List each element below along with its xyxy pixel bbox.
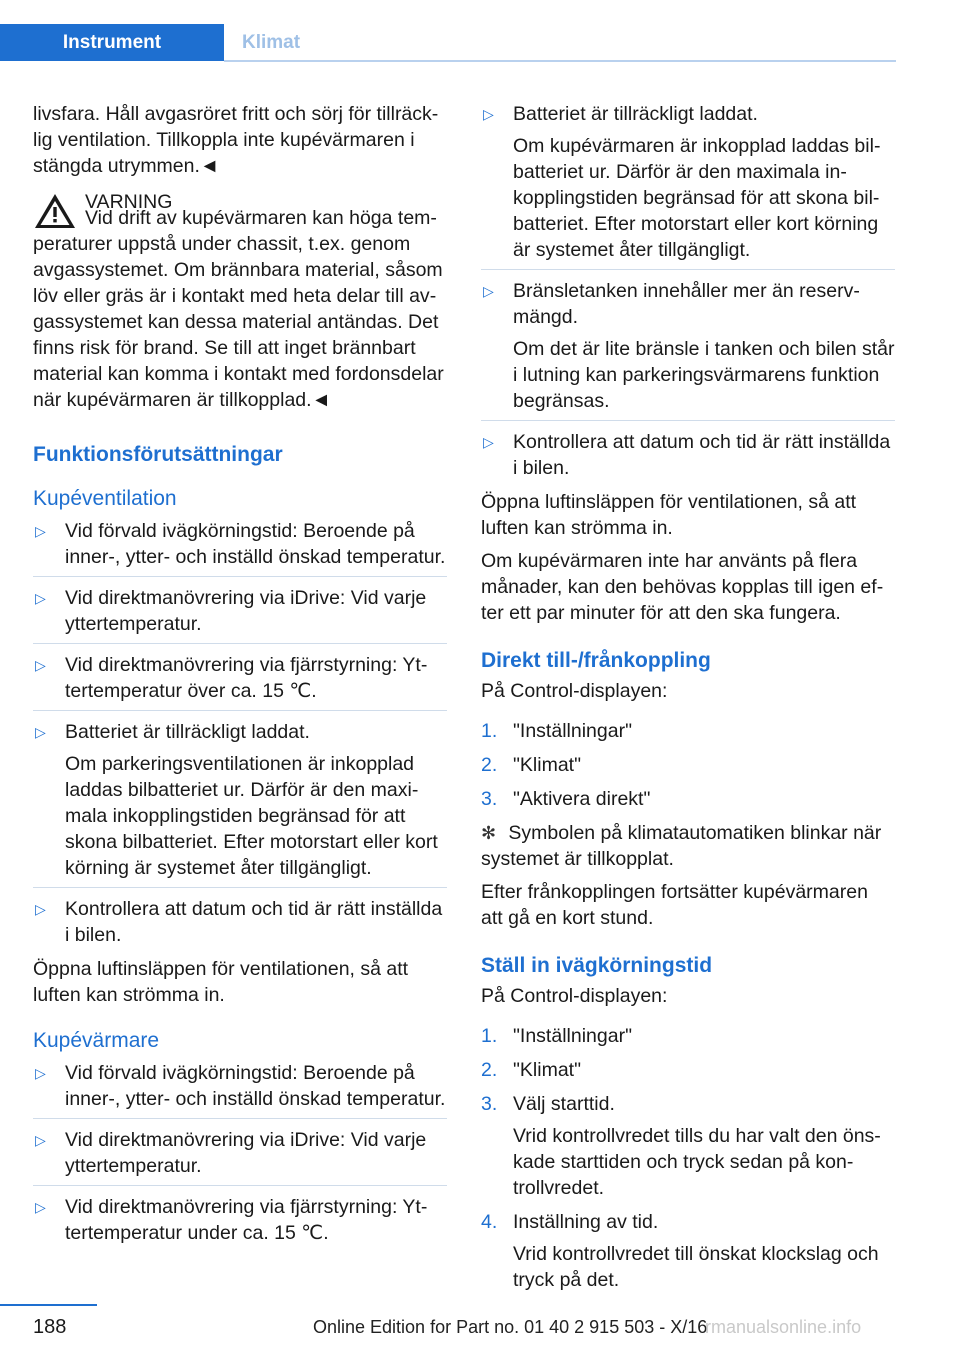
triangle-right-icon: ▷ <box>35 1065 46 1081</box>
heading-direkt: Direkt till-/frånkoppling <box>481 649 711 672</box>
heading-kupeventilation: Kupéventilation <box>33 487 177 510</box>
header-rule <box>224 60 896 62</box>
direkt-intro: På Control-displayen: <box>481 680 668 702</box>
list-item: ▷ Batteriet är tillräckligt laddat. Om kupévärmaren är inkopplad laddas bilbatteriet ur. Därför är den maximala inkopplingstiden begränsad för att skona bilbatteriet. Efter motorstart eller kort körning är systemet åter tillgängligt. <box>481 101 895 270</box>
right-column <box>481 101 895 1301</box>
step-item: 2. "Klimat" <box>481 754 582 776</box>
warning-text: Vid drift av kupévärmaren kan höga temperaturer uppstå under chassit, t.ex. genom avgassystemet. Om brännbara material, såsom löv eller gräs är i kontakt med heta delar till avgassystemet kan dessa material antändas. Det finns risk för brand. Se till att inget brännbart material kan komma i kontakt med fordonsdelar när kupévärmaren är tillkopplad.◄ <box>33 207 444 411</box>
triangle-right-icon: ▷ <box>35 901 46 917</box>
step-item: 1. "Inställningar" <box>481 1025 632 1047</box>
triangle-right-icon: ▷ <box>483 283 494 299</box>
list-item: ▷ Bränsletanken innehåller mer än reservmängd. Om det är lite bränsle i tanken och bilen står i lutning kan parkeringsvärmarens funktion begränsas. <box>481 278 895 421</box>
triangle-right-icon: ▷ <box>483 106 494 122</box>
heading-kupevarmare: Kupévärmare <box>33 1029 160 1052</box>
list-item: ▷ Batteriet är tillräckligt laddat. Om parkeringsventilationen är inkopplad laddas bilbatteriet ur. Därför är den maximala inkopplingstiden begränsad för att skona bilbatteriet. Efter motorstart eller kort körning är systemet åter tillgängligt. <box>33 719 447 888</box>
list-item: ▷ Vid direktmanövrering via fjärrstyrning: Yttertemperatur över ca. 15 ℃. <box>33 652 447 711</box>
triangle-right-icon: ▷ <box>35 1132 46 1148</box>
step-item: 3. "Aktivera direkt" <box>481 788 651 810</box>
triangle-right-icon: ▷ <box>35 523 46 539</box>
step-item: 4. Inställning av tid. Vrid kontrollvredet till önskat klockslag och tryck på det. <box>481 1211 879 1291</box>
list-item: ▷ Kontrollera att datum och tid är rätt inställda i bilen. <box>35 898 443 946</box>
symbol-note: ✻ Symbolen på klimatautomatiken blinkar när systemet är tillkopplat. <box>481 822 882 870</box>
left-column <box>33 101 447 1254</box>
step-item: 3. Välj starttid. Vrid kontrollvredet tills du har valt den önskade starttiden och tryck sedan på kontrollvredet. <box>481 1093 881 1199</box>
list-item: ▷ Vid direktmanövrering via fjärrstyrning: Yttertemperatur under ca. 15 ℃. <box>35 1196 428 1244</box>
heading-stall-in: Ställ in ivägkörningstid <box>481 954 713 977</box>
after-off: Efter frånkopplingen fortsätter kupévärmaren att gå en kort stund. <box>481 881 868 929</box>
list-item: ▷ Vid direktmanövrering via iDrive: Vid varje yttertemperatur. <box>33 1127 447 1186</box>
page-number: 188 <box>33 1316 67 1338</box>
triangle-right-icon: ▷ <box>35 724 46 740</box>
intro-paragraph: livsfara. Håll avgasröret fritt och sörj för tillräcklig ventilation. Tillkoppla inte kupévärmaren i stängda utrymmen.◄ <box>33 103 439 177</box>
tab-instrument[interactable]: Instrument <box>0 24 224 61</box>
list-item: ▷ Vid förvald ivägkörningstid: Beroende på inner-, ytter- och inställd önskad temperatur. <box>33 1060 447 1119</box>
stall-intro: På Control-displayen: <box>481 985 668 1007</box>
list-item: ▷ Kontrollera att datum och tid är rätt inställda i bilen. <box>483 431 891 479</box>
triangle-right-icon: ▷ <box>35 590 46 606</box>
fan-icon: ✻ <box>481 823 497 843</box>
triangle-right-icon: ▷ <box>35 657 46 673</box>
triangle-right-icon: ▷ <box>483 434 494 450</box>
warning-title: VARNING <box>85 191 173 213</box>
footer-rule <box>0 1304 97 1306</box>
list-item: ▷ Vid direktmanövrering via iDrive: Vid varje yttertemperatur. <box>33 585 447 644</box>
step-item: 1. "Inställningar" <box>481 720 632 742</box>
triangle-right-icon: ▷ <box>35 1199 46 1215</box>
heater-list-continued <box>481 101 895 481</box>
heater-list <box>33 1060 447 1246</box>
battery-note: Om kupévärmaren är inkopplad laddas bilbatteriet ur. Därför är den maximala inkopplingstiden begränsad för att skona bilbatteriet. Efter motorstart eller kort körning är systemet åter tillgängligt. <box>513 135 881 261</box>
heater-after-1: Öppna luftinsläppen för ventilationen, så att luften kan strömma in. <box>481 491 857 539</box>
tab-klimat[interactable]: Klimat <box>242 31 301 53</box>
step-item: 2. "Klimat" <box>481 1059 582 1081</box>
list-item: ▷ Vid förvald ivägkörningstid: Beroende på inner-, ytter- och inställd önskad temperatur. <box>33 518 447 577</box>
ventilation-after: Öppna luftinsläppen för ventilationen, så att luften kan strömma in. <box>33 958 409 1006</box>
direkt-steps <box>481 718 895 812</box>
tank-note: Om det är lite bränsle i tanken och bilen står i lutning kan parkeringsvärmarens funktion begränsas. <box>513 338 895 412</box>
stall-steps <box>481 1023 895 1293</box>
battery-note: Om parkeringsventilationen är inkopplad laddas bilbatteriet ur. Därför är den maximala inkopplingstiden begränsad för att skona bilbatteriet. Efter motorstart eller kort körning är systemet åter tillgängligt. <box>65 753 438 879</box>
warning-block <box>33 189 447 420</box>
edition-text: Online Edition for Part no. 01 40 2 915 503 - X/16 <box>313 1317 708 1337</box>
section-tabs <box>0 24 342 61</box>
heater-after-2: Om kupévärmaren inte har använts på flera månader, kan den behövas kopplas till igen efter ett par minuter för att den ska fungera. <box>481 550 884 624</box>
watermark: rmanualsonline.info <box>705 1317 862 1337</box>
ventilation-list <box>33 518 447 948</box>
heading-funktionsforutsattningar: Funktionsförutsättningar <box>33 443 283 466</box>
